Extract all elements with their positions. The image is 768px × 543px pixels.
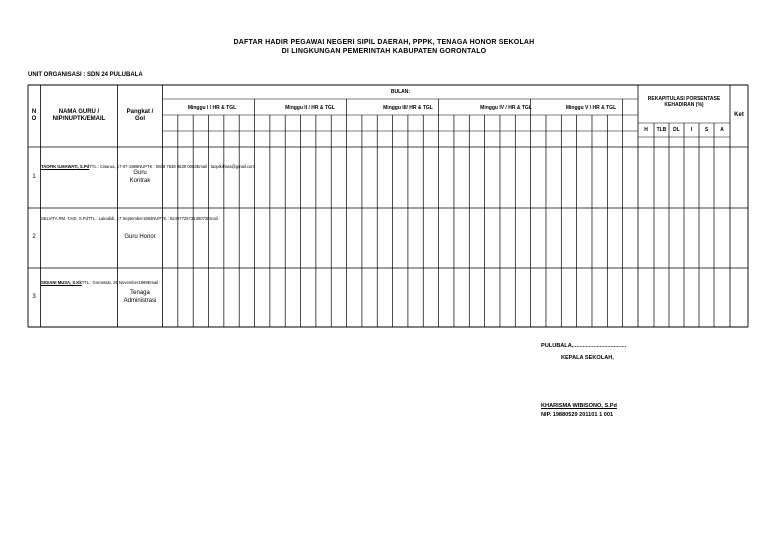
- header-nama-guru: NAMA GURU / NIP/NUPTK/EMAIL: [52, 108, 106, 122]
- header-rekap-dl: DL: [673, 126, 680, 133]
- header-rekap-a: A: [720, 126, 724, 133]
- row-2-detail-2: 1994: [142, 216, 153, 221]
- row-2-name: SELVITA RM. TAID, S.Pd: [41, 216, 88, 221]
- signature-nip: NIP. 19880529 201101 1 001: [541, 412, 614, 418]
- row-1-name: TAOFIK ILMAWATI, S.Pd: [41, 164, 90, 169]
- row-1-no: 1: [32, 173, 36, 180]
- row-2-detail-1: TTL : Lakodidi, 17 September: [87, 216, 143, 221]
- row-2-no: 2: [32, 234, 36, 241]
- header-ket: Ket: [734, 112, 744, 119]
- unit-organisasi-label: UNIT ORGANISASI : SDN 24 PULUBALA: [28, 72, 143, 78]
- row-1-pangkat: Guru Kontrak: [129, 170, 151, 184]
- header-rekapitulasi: REKAPITULASI PORSENTASE KEHADIRAN (%): [647, 95, 721, 108]
- row-1-detail-2: NUPTK : 0849 7638 6530 0063: [138, 164, 197, 169]
- row-1-detail-1: TTL : Cisarua, 17-07-1985: [89, 164, 139, 169]
- header-week-2: Minggu II / HR & TGL: [285, 104, 335, 111]
- header-week-5: Minggu V / HR & TGL: [565, 104, 617, 111]
- header-no: N O: [31, 108, 37, 122]
- row-3-detail-3: Email :: [147, 280, 161, 285]
- signature-role: KEPALA SEKOLAH,: [561, 355, 614, 361]
- header-rekap-s: S: [704, 126, 709, 133]
- header-week-4: Minggu IV / HR & TGL: [480, 104, 532, 111]
- row-3-name: SIGIANI MUSA, S.Kk: [41, 280, 82, 285]
- row-3-detail-1: TTL : Gorontalo, 25 November: [81, 280, 139, 285]
- document-title-line1: DAFTAR HADIR PEGAWAI NEGERI SIPIL DAERAH, PPPK, TENAGA HONOR SEKOLAH: [233, 39, 535, 46]
- row-2-detail-3: NUPTK : 8249772673130073: [152, 216, 208, 221]
- signature-name: KHARISMA WIBISONO, S.Pd: [541, 403, 617, 409]
- header-rekap-h: H: [644, 126, 648, 133]
- row-3-detail-2: 1999: [138, 280, 148, 285]
- header-pangkat: Pangkat / Gol: [126, 108, 154, 122]
- header-week-1: Minggu I / HR & TGL: [187, 104, 237, 111]
- row-3-pangkat: Tenaga Administrasi: [123, 290, 157, 304]
- signature-place-date: PULUBALA,..................................: [541, 343, 627, 349]
- row-3-no: 3: [32, 293, 36, 300]
- row-2-pangkat: Guru Honor: [124, 234, 156, 241]
- header-rekap-i: I: [690, 126, 693, 133]
- document-title-line2: DI LINGKUNGAN PEMERINTAH KABUPATEN GORONTALO: [281, 48, 487, 55]
- row-2-detail-4: Email :: [207, 216, 221, 221]
- header-bulan: BULAN:: [390, 88, 411, 95]
- header-week-3: Minggu III/ HR & TGL: [383, 104, 433, 111]
- header-rekap-tlb: TLB: [656, 126, 667, 133]
- row-1-detail-3: Email : taopikilmas@gmail.com: [196, 164, 255, 169]
